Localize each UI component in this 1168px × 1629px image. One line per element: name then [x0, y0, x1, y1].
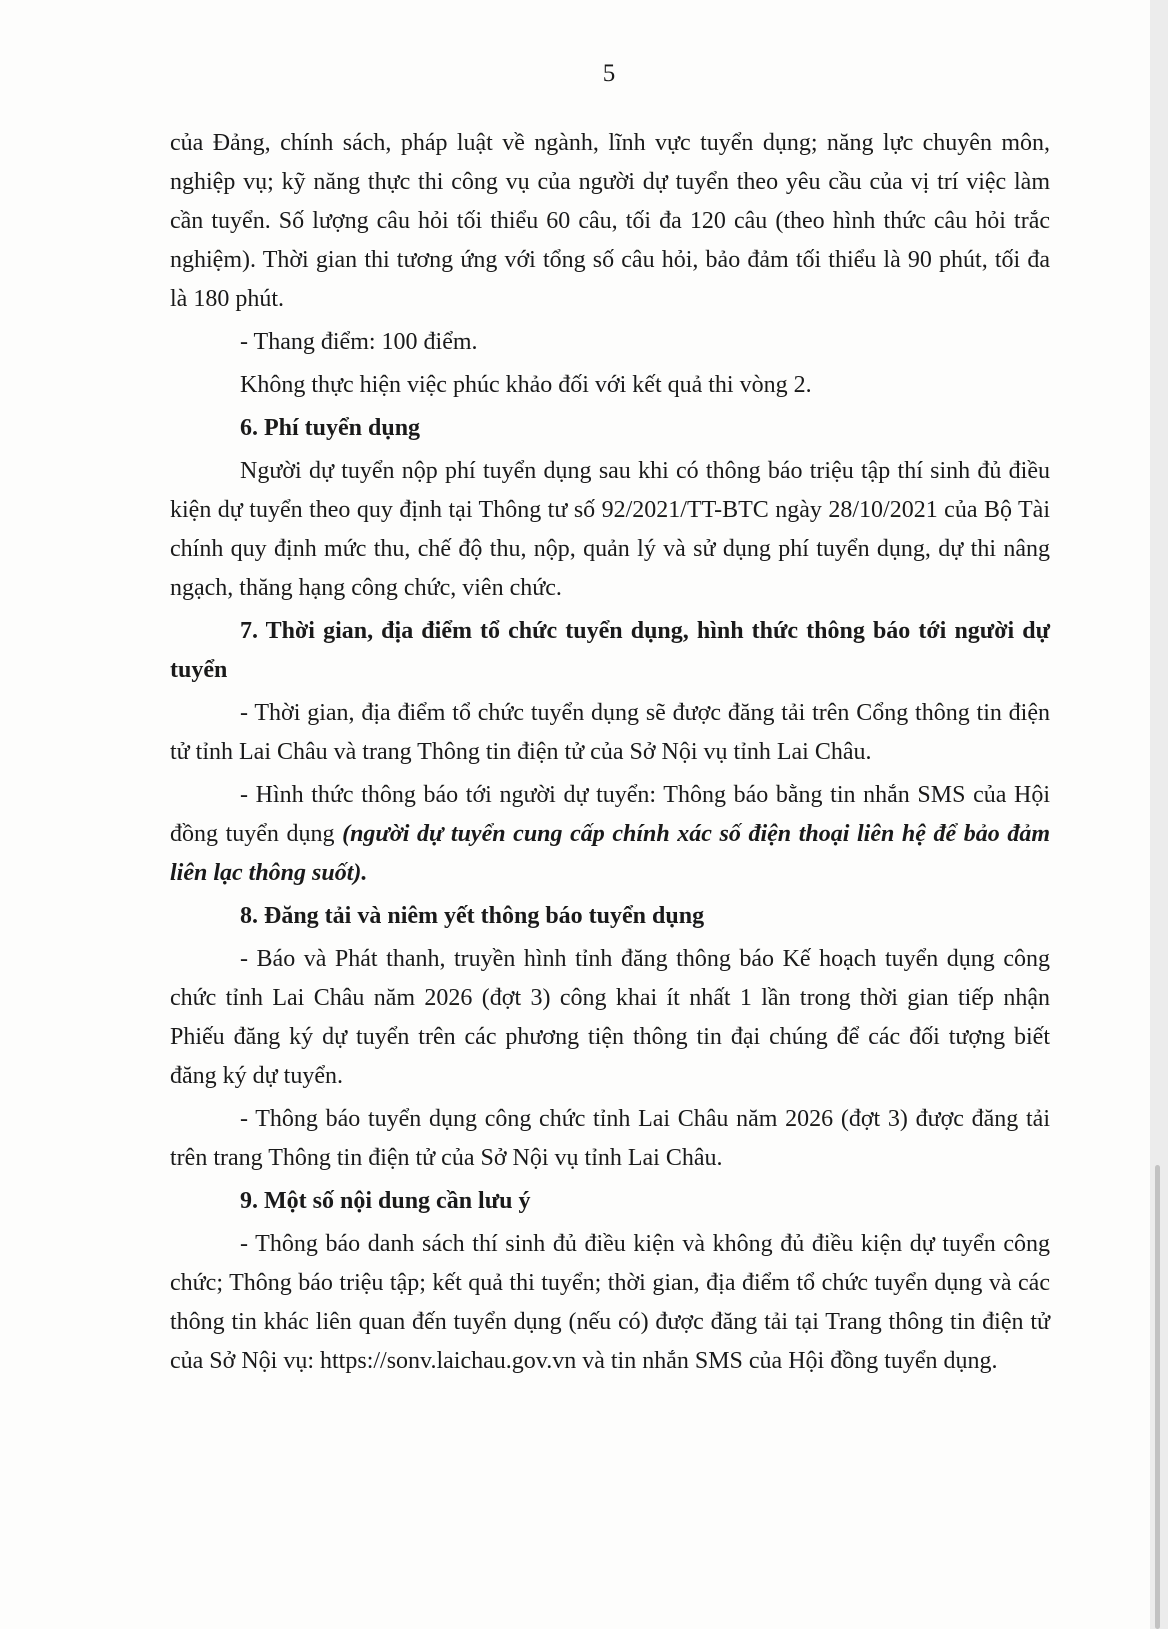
paragraph-recruitment-fee: Người dự tuyển nộp phí tuyển dụng sau khi có thông báo triệu tập thí sinh đủ điều kiện dự tuyển theo quy định tại Thông tư số 92/2021/TT-BTC ngày 28/10/2021 của Bộ Tài chính quy định mức thu, chế độ thu, nộp, quản lý và sử dụng phí tuyển dụng, dự thi nâng ngạch, thăng hạng công chức, viên chức. [170, 458, 1050, 601]
scrollbar-track[interactable] [1150, 0, 1168, 1629]
notification-method-text: - Hình thức thông báo tới người dự tuyển: Thông báo bằng tin nhắn SMS của Hội đồng tuyển dụng [170, 782, 1050, 847]
paragraph-publication-website: - Thông báo tuyển dụng công chức tỉnh Lai Châu năm 2026 (đợt 3) được đăng tải trên trang Thông tin điện tử của Sở Nội vụ tỉnh Lai Châu. [170, 1106, 1050, 1171]
paragraph-publication-media: - Báo và Phát thanh, truyền hình tỉnh đăng thông báo Kế hoạch tuyển dụng công chức tỉnh Lai Châu năm 2026 (đợt 3) công khai ít nhất 1 lần trong thời gian tiếp nhận Phiếu đăng ký dự tuyển trên các phương tiện thông tin đại chúng để các đối tượng biết đăng ký dự tuyển. [170, 946, 1050, 1089]
paragraph-exam-content: của Đảng, chính sách, pháp luật về ngành, lĩnh vực tuyển dụng; năng lực chuyên môn, nghiệp vụ; kỹ năng thực thi công vụ của người dự tuyển theo yêu cầu của vị trí việc làm cần tuyển. Số lượng câu hỏi tối thiểu 60 câu, tối đa 120 câu (theo hình thức câu hỏi trắc nghiệm). Thời gian thi tương ứng với tổng số câu hỏi, bảo đảm tối thiểu là 90 phút, tối đa là 180 phút. [170, 130, 1050, 312]
page-number: 5 [602, 60, 616, 87]
paragraph-notes: - Thông báo danh sách thí sinh đủ điều kiện và không đủ điều kiện dự tuyển công chức; Thông báo triệu tập; kết quả thi tuyển; thời gian, địa điểm tổ chức tuyển dụng và các thông tin khác liên quan đến tuyển dụng (nếu có) được đăng tải tại Trang thông tin điện tử của Sở Nội vụ: https://sonv.laichau.gov.vn và tin nhắn SMS của Hội đồng tuyển dụng. [170, 1231, 1050, 1374]
paragraph-no-review: Không thực hiện việc phúc khảo đối với kết quả thi vòng 2. [240, 372, 812, 398]
heading-recruitment-fee: 6. Phí tuyển dụng [240, 415, 421, 441]
document-body [170, 124, 1050, 1385]
paragraph-notification-method [170, 776, 1050, 893]
heading-publication: 8. Đăng tải và niêm yết thông báo tuyển dụng [240, 903, 705, 929]
notification-method-emphasis: (người dự tuyển cung cấp chính xác số điện thoại liên hệ để bảo đảm liên lạc thông suốt). [170, 821, 1050, 886]
paragraph-score-scale: - Thang điểm: 100 điểm. [240, 329, 478, 355]
heading-notes: 9. Một số nội dung cần lưu ý [240, 1188, 531, 1214]
paragraph-time-location: - Thời gian, địa điểm tổ chức tuyển dụng sẽ được đăng tải trên Cổng thông tin điện tử tỉnh Lai Châu và trang Thông tin điện tử của Sở Nội vụ tỉnh Lai Châu. [170, 700, 1050, 765]
scrollbar-thumb[interactable] [1155, 1165, 1160, 1629]
heading-time-location: 7. Thời gian, địa điểm tổ chức tuyển dụng, hình thức thông báo tới người dự tuyển [170, 618, 1050, 683]
